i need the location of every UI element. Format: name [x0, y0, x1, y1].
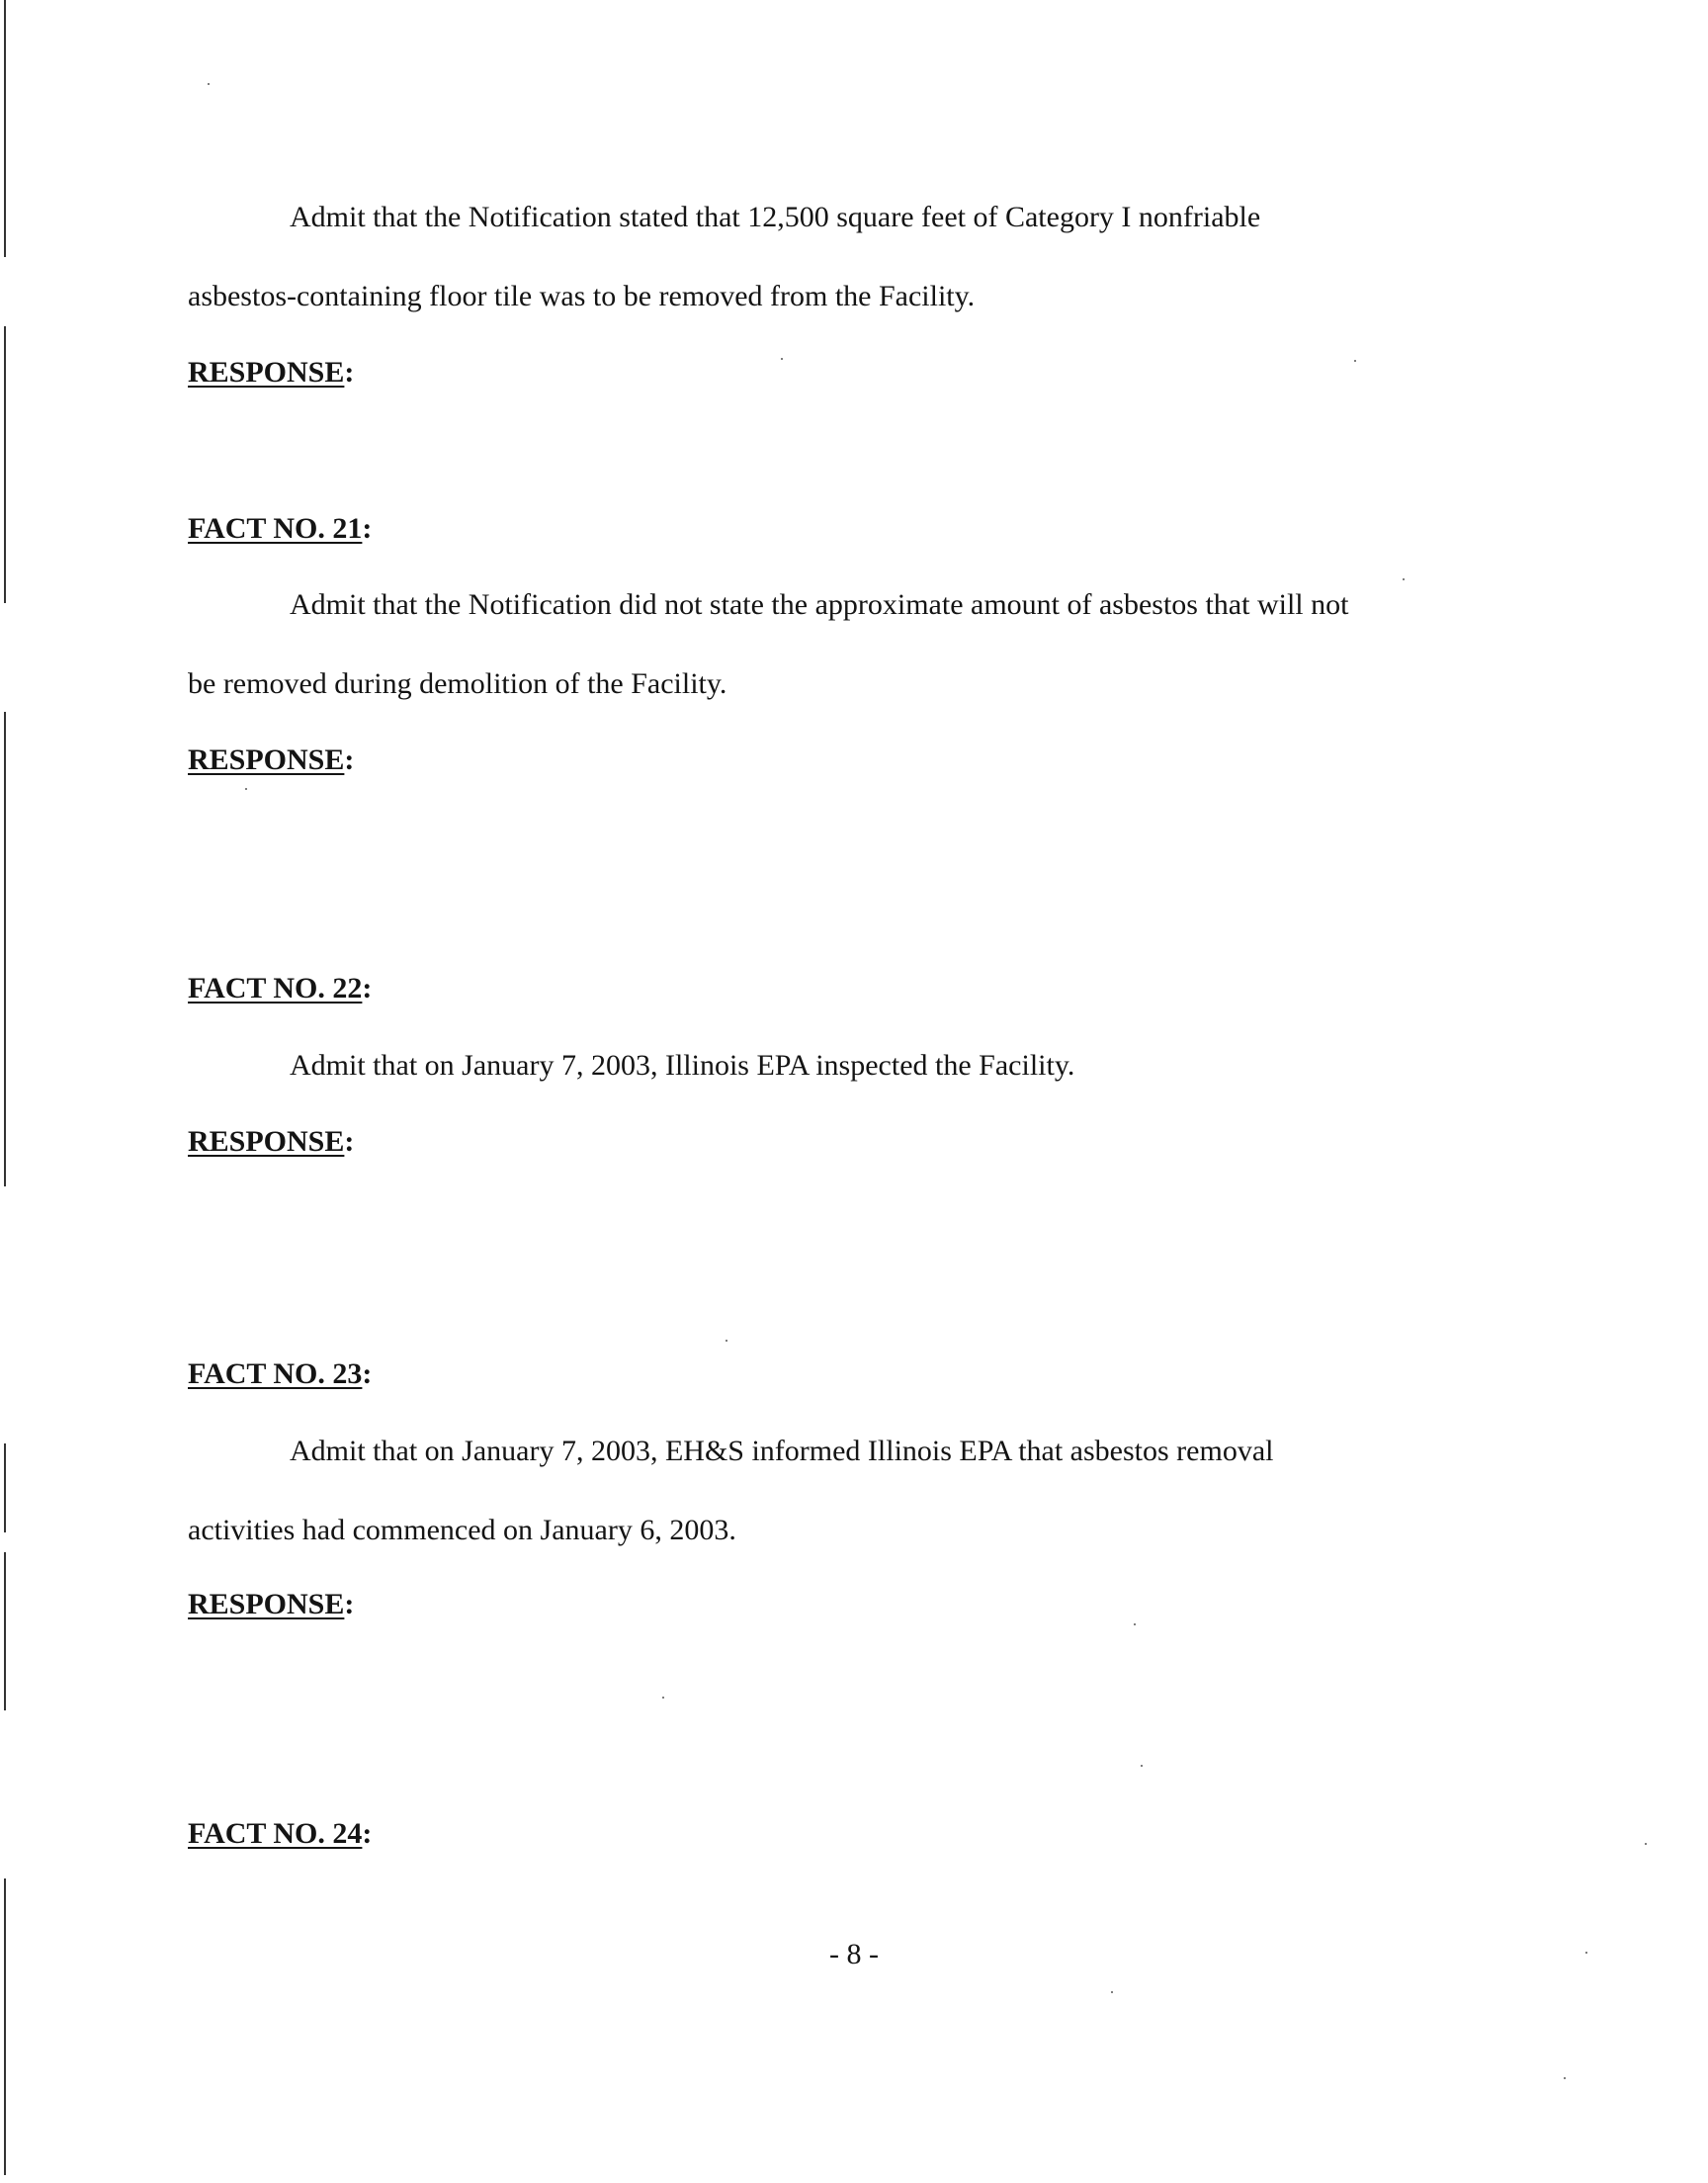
scan-margin-line — [4, 1878, 6, 2175]
scan-speck — [1111, 1991, 1113, 1993]
fact-heading — [188, 1817, 372, 1851]
fact-paragraph — [188, 178, 1502, 336]
paragraph-line: Admit that on January 7, 2003, EH&S informed Illinois EPA that asbestos removal — [290, 1435, 1274, 1467]
fact-label: FACT NO. 22 — [188, 972, 363, 1004]
fact-colon: : — [362, 1357, 373, 1390]
scan-margin-line — [4, 712, 6, 1186]
scan-speck — [1564, 2077, 1566, 2079]
paragraph-line: asbestos-containing floor tile was to be removed from the Facility. — [188, 280, 976, 312]
paragraph-line: activities had commenced on January 6, 2003. — [188, 1514, 736, 1546]
fact-label: FACT NO. 21 — [188, 512, 363, 545]
response-label: RESPONSE — [188, 356, 345, 389]
response-colon: : — [344, 356, 355, 389]
paragraph-line: Admit that the Notification stated that 12,500 square feet of Category I nonfriable — [290, 201, 1261, 233]
scan-margin-line — [4, 326, 6, 603]
scan-speck — [245, 788, 247, 790]
fact-label: FACT NO. 23 — [188, 1357, 363, 1390]
scan-speck — [781, 358, 783, 360]
scan-speck — [1134, 1623, 1136, 1625]
response-label: RESPONSE — [188, 1125, 345, 1158]
scan-speck — [208, 83, 210, 85]
scan-speck — [662, 1697, 664, 1699]
response-label: RESPONSE — [188, 1588, 345, 1620]
response-heading — [188, 1125, 354, 1159]
scan-speck — [1141, 1765, 1143, 1767]
scan-speck — [726, 1340, 727, 1342]
fact-label: FACT NO. 24 — [188, 1817, 363, 1850]
response-label: RESPONSE — [188, 743, 345, 776]
fact-colon: : — [362, 512, 373, 545]
scan-margin-line — [4, 1443, 6, 1532]
response-heading — [188, 356, 354, 390]
scan-speck — [1645, 1843, 1647, 1845]
response-heading — [188, 1588, 354, 1621]
response-colon: : — [344, 1125, 355, 1158]
fact-paragraph — [188, 1026, 1502, 1105]
fact-paragraph — [188, 1412, 1502, 1570]
response-heading — [188, 743, 354, 777]
fact-colon: : — [362, 972, 373, 1004]
scan-margin-line — [4, 0, 6, 257]
paragraph-line: be removed during demolition of the Facility. — [188, 667, 727, 700]
fact-heading — [188, 512, 372, 546]
paragraph-line: Admit that the Notification did not state the approximate amount of asbestos that will not — [290, 588, 1349, 621]
fact-heading — [188, 1357, 372, 1391]
response-colon: : — [344, 1588, 355, 1620]
page-number: - 8 - — [829, 1938, 879, 1970]
fact-paragraph — [188, 566, 1502, 724]
fact-heading — [188, 972, 372, 1005]
response-colon: : — [344, 743, 355, 776]
paragraph-line: Admit that on January 7, 2003, Illinois EPA inspected the Facility. — [290, 1049, 1075, 1082]
scan-margin-line — [4, 1552, 6, 1710]
scan-speck — [1354, 360, 1356, 362]
fact-colon: : — [362, 1817, 373, 1850]
